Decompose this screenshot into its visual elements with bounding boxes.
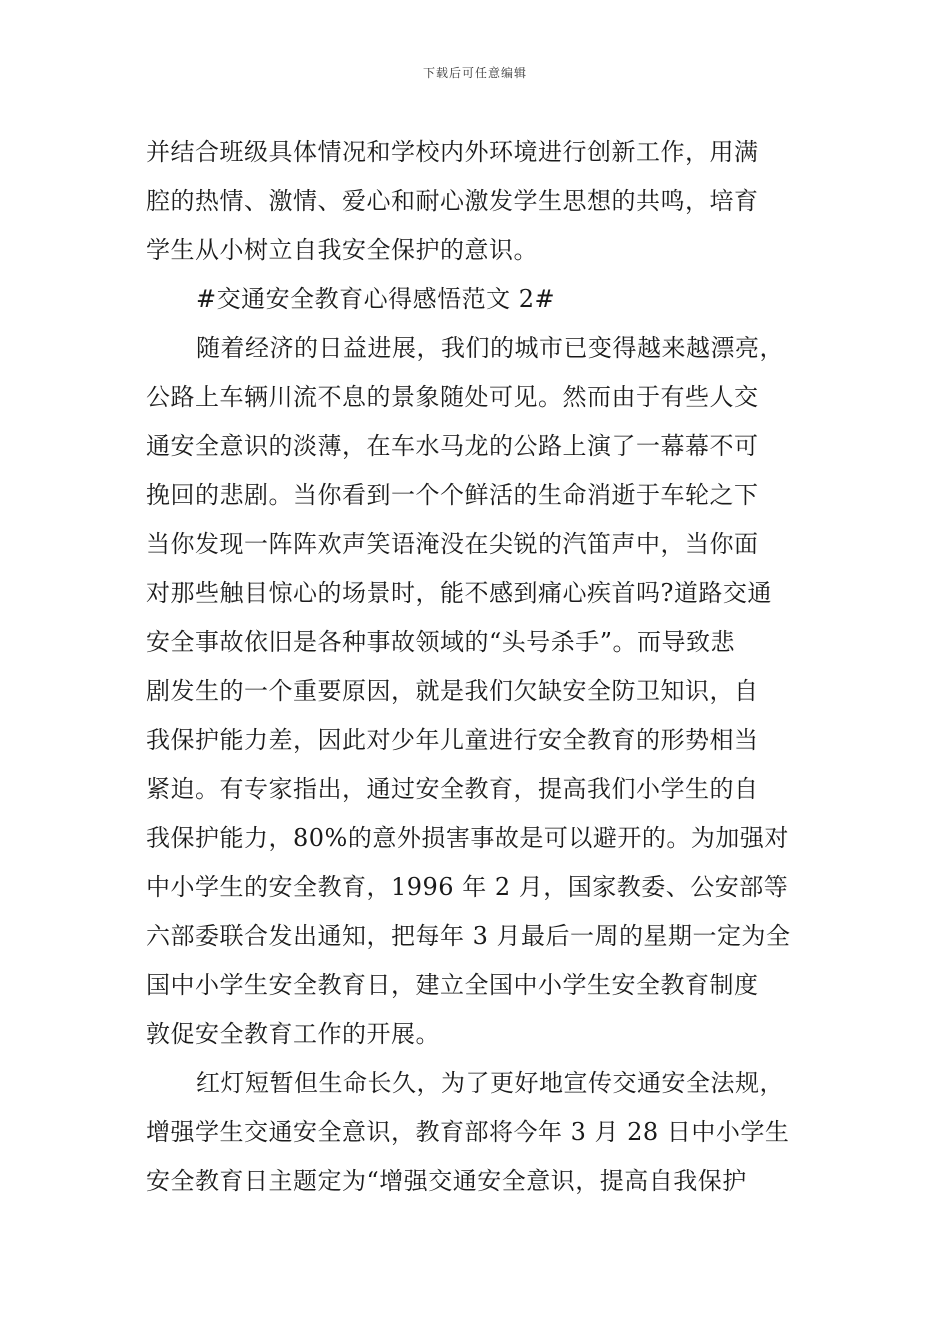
text-line: 腔的热情、激情、爱心和耐心激发学生思想的共鸣，培育	[146, 187, 759, 215]
text-line: 学生从小树立自我安全保护的意识。	[146, 236, 538, 264]
text-line: 通安全意识的淡薄，在车水马龙的公路上演了一幕幕不可	[146, 432, 759, 460]
text-line: 六部委联合发出通知，把每年 3 月最后一周的星期一定为全	[146, 922, 791, 950]
text-line: 我保护能力，80%的意外损害事故是可以避开的。为加强对	[146, 824, 789, 852]
text-line: 随着经济的日益进展，我们的城市已变得越来越漂亮，	[196, 334, 784, 362]
text-line: 安全教育日主题定为“增强交通安全意识，提高自我保护	[146, 1167, 747, 1195]
text-line: 对那些触目惊心的场景时，能不感到痛心疾首吗?道路交通	[146, 579, 772, 607]
text-line: 紧迫。有专家指出，通过安全教育，提高我们小学生的自	[146, 775, 759, 803]
page-header: 下载后可任意编辑	[422, 66, 527, 80]
text-line: 安全事故依旧是各种事故领域的“头号杀手”。而导致悲	[146, 628, 736, 656]
document-body	[146, 128, 810, 1206]
text-line: 当你发现一阵阵欢声笑语淹没在尖锐的汽笛声中，当你面	[146, 530, 759, 558]
text-line: 红灯短暂但生命长久，为了更好地宣传交通安全法规，	[196, 1069, 784, 1097]
text-line: 公路上车辆川流不息的景象随处可见。然而由于有些人交	[146, 383, 759, 411]
text-line: 挽回的悲剧。当你看到一个个鲜活的生命消逝于车轮之下	[146, 481, 759, 509]
section-heading: #交通安全教育心得感悟范文 2#	[196, 285, 556, 313]
text-line: 中小学生的安全教育，1996 年 2 月，国家教委、公安部等	[146, 873, 789, 901]
text-line: 我保护能力差，因此对少年儿童进行安全教育的形势相当	[146, 726, 759, 754]
text-line: 国中小学生安全教育日，建立全国中小学生安全教育制度	[146, 971, 759, 999]
text-line: 增强学生交通安全意识，教育部将今年 3 月 28 日中小学生	[146, 1118, 790, 1146]
text-line: 并结合班级具体情况和学校内外环境进行创新工作，用满	[146, 138, 759, 166]
text-line: 剧发生的一个重要原因，就是我们欠缺安全防卫知识，自	[146, 677, 759, 705]
text-line: 敦促安全教育工作的开展。	[146, 1020, 440, 1048]
